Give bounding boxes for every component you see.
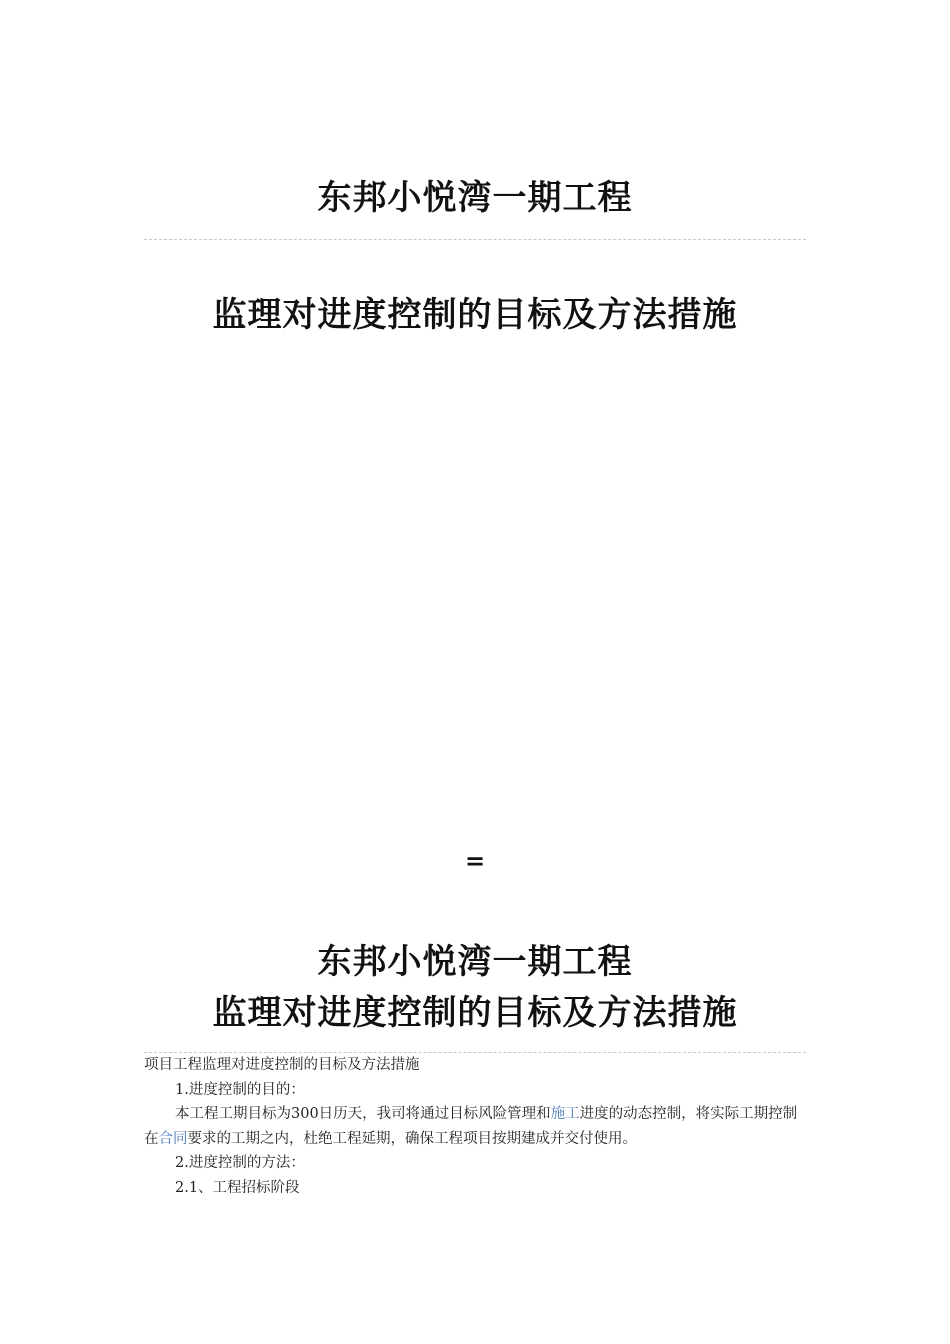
content-title-line1: 东邦小悦湾一期工程 [317, 942, 633, 982]
page-separator: = [464, 846, 486, 875]
cover-title-divider [144, 239, 806, 240]
document-body [144, 1053, 808, 1200]
paragraph-1-text-a: 本工程工期目标为300日历天，我司将通过目标风险管理和 [175, 1106, 551, 1122]
cover-title-line1: 东邦小悦湾一期工程 [317, 178, 633, 218]
paragraph-1 [144, 1102, 808, 1151]
paragraph-1-text-c: 要求的工期之内，杜绝工程延期，确保工程项目按期建成并交付使用。 [187, 1130, 637, 1147]
section-2-title: 2.进度控制的方法： [175, 1155, 305, 1171]
section-1-title: 1.进度控制的目的： [175, 1081, 305, 1098]
document-heading: 项目工程监理对进度控制的目标及方法措施 [144, 1057, 420, 1073]
section-2-1-title: 2.1、工程招标阶段 [175, 1179, 300, 1196]
paragraph-1-text-b: 进度的动态控制，将实际工期控制在 [144, 1106, 798, 1147]
content-title-line2: 监理对进度控制的目标及方法措施 [212, 993, 738, 1033]
link-shigong[interactable]: 施工 [550, 1106, 580, 1122]
link-hetong[interactable]: 合同 [158, 1130, 188, 1147]
cover-title-line2: 监理对进度控制的目标及方法措施 [212, 295, 738, 335]
